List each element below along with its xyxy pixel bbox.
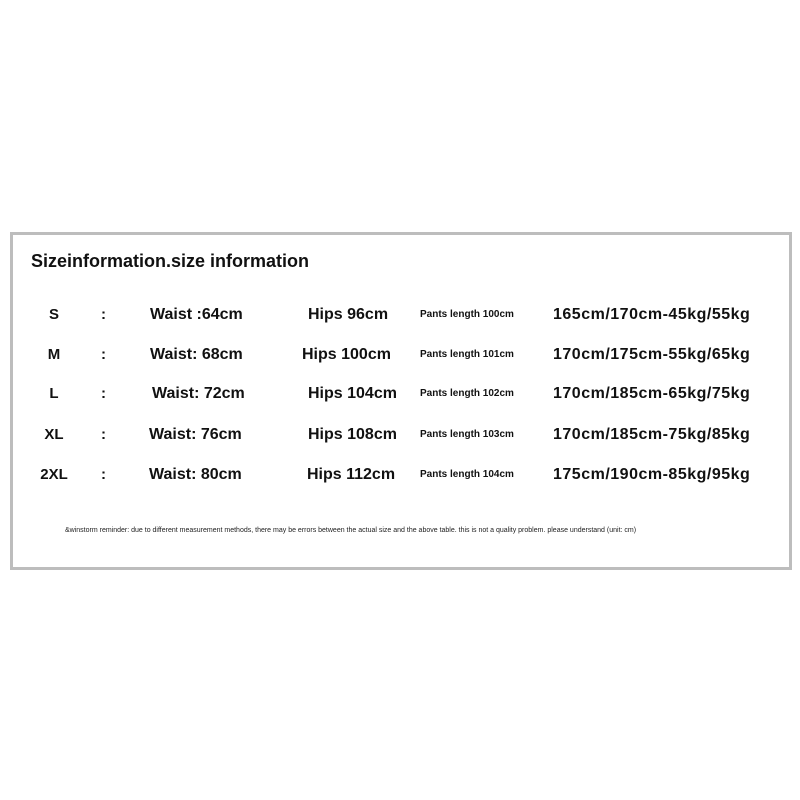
size-label: S [48,306,59,323]
measurement-reminder: &winstorm reminder: due to different measurement methods, there may be errors between the actual size and the above table. this is not a quality problem. please understand (unit: cm) [65,527,637,534]
hips-value: Hips 112cm [307,466,396,483]
hips-value: Hips 104cm [308,385,397,402]
size-row-l [13,379,789,409]
separator-colon: : [101,426,106,443]
size-label: 2XL [40,466,68,483]
separator-colon: : [101,346,106,363]
size-label: L [49,385,59,402]
pants-length-value: Pants length 102cm [420,388,514,399]
pants-length-value: Pants length 101cm [420,349,514,360]
height-weight-range: 175cm/190cm-85kg/95kg [553,466,751,483]
hips-value: Hips 108cm [308,426,397,443]
card-title: Sizeinformation.size information [31,251,310,271]
height-weight-range: 165cm/170cm-45kg/55kg [553,306,751,323]
separator-colon: : [101,306,106,323]
hips-value: Hips 96cm [308,306,389,323]
hips-value: Hips 100cm [302,346,391,363]
size-info-card [10,232,792,570]
size-label: XL [44,426,64,443]
separator-colon: : [101,385,106,402]
size-row-xl [13,420,789,450]
waist-value: Waist: 76cm [149,426,242,443]
height-weight-range: 170cm/185cm-65kg/75kg [553,385,751,402]
separator-colon: : [101,466,106,483]
size-row-s [13,300,789,330]
height-weight-range: 170cm/175cm-55kg/65kg [553,346,751,363]
size-label: M [47,346,61,363]
pants-length-value: Pants length 100cm [420,309,514,320]
size-row-2xl [13,460,789,490]
pants-length-value: Pants length 103cm [420,429,514,440]
waist-value: Waist: 72cm [152,385,245,402]
height-weight-range: 170cm/185cm-75kg/85kg [553,426,751,443]
waist-value: Waist: 68cm [150,346,243,363]
waist-value: Waist: 80cm [149,466,242,483]
waist-value: Waist :64cm [150,306,243,323]
pants-length-value: Pants length 104cm [420,469,514,480]
size-row-m [13,340,789,370]
